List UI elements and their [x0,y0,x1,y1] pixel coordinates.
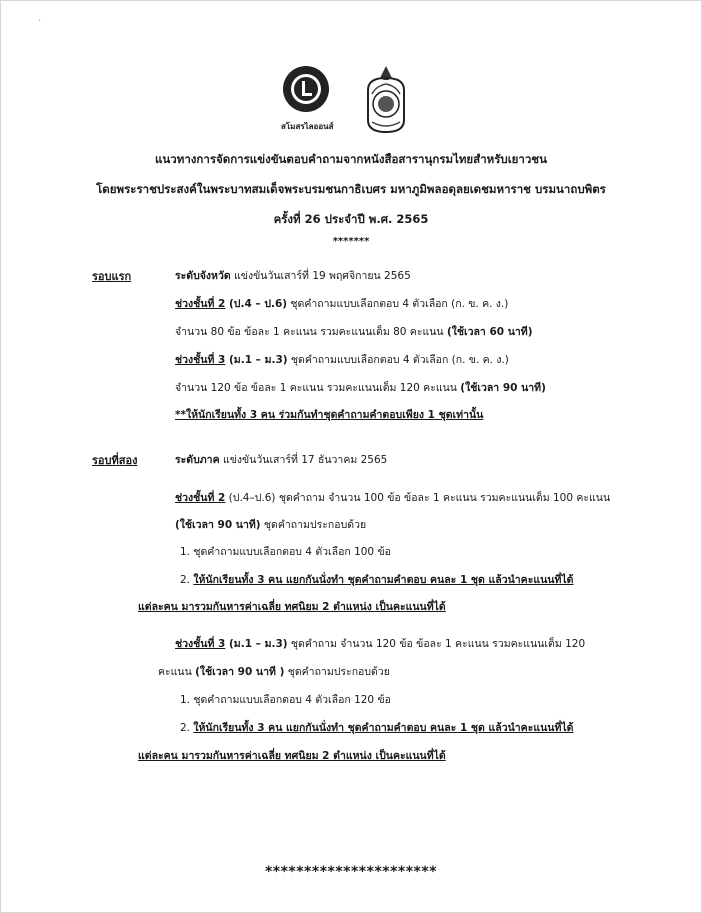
round1-label: รอบแรก [92,270,132,283]
round2-stage2-title: ช่วงชั้นที่ 2 [175,492,226,504]
header-logos [0,64,702,144]
round1-stage2-line [175,295,508,312]
round2-stage2-compose: ชุดคำถามประกอบด้วย [260,519,367,531]
round2-stage3-title: ช่วงชั้นที่ 3 [175,638,226,650]
round1-stage2-title: ช่วงชั้นที่ 2 [175,298,226,310]
scan-speck: · [38,16,42,27]
round2-stage3-item2-b: แต่ละคน มารวมกันหารค่าเฉลี่ย ทศนิยม 2 ตำแหน่ง เป็นคะแนนที่ได้ [138,750,446,762]
round2-stage2-line [175,489,610,506]
footer-stars: ********************** [264,864,438,880]
round2-stage2-item2-a: ให้นักเรียนทั้ง 3 คน แยกกันนั่งทำ ชุดคำถามคำตอบ คนละ 1 ชุด แล้วนำคะแนนที่ได้ [193,574,574,586]
round2-stage3-time-line [158,663,390,680]
round1-stage2-count: จำนวน 80 ข้อ ข้อละ 1 คะแนน รวมคะแนนเต็ม 80 คะแนน [175,326,447,338]
round1-stage3-grades: (ม.1 – ม.3) [225,354,288,366]
round1-level-line [175,267,411,284]
round2-stage2-time: (ใช้เวลา 90 นาที) [175,519,261,531]
title-line-3: ครั้งที่ 26 ประจำปี พ.ศ. 2565 [273,212,429,226]
round2-stage2-item2-line [180,571,574,588]
round2-stage3-item1: 1. ชุดคำถามแบบเลือกตอบ 4 ตัวเลือก 120 ข้อ [180,694,391,706]
round1-stage3-count-line [175,379,546,396]
round1-stage3-line [175,351,509,368]
round2-stage3-grades: (ม.1 – ม.3) [225,638,288,650]
title-line-2: โดยพระราชประสงค์ในพระบาทสมเด็จพระบรมชนกาธิเบศร มหาภูมิพลอดุลยเดชมหาราช บรมนาถบพิตร [96,182,606,196]
round2-label: รอบที่สอง [92,454,138,467]
round2-stage2-item1: 1. ชุดคำถามแบบเลือกตอบ 4 ตัวเลือก 100 ข้อ [180,546,391,558]
round2-stage3-compose: ชุดคำถามประกอบด้วย [284,666,390,678]
round2-stage3-time: (ใช้เวลา 90 นาที ) [195,666,285,678]
round2-date: แข่งขันวันเสาร์ที่ 17 ธันวาคม 2565 [219,454,388,466]
lions-caption: สโมสรไลออนส์ [281,122,334,131]
round1-stage2-time: (ใช้เวลา 60 นาที) [446,326,533,338]
round1-level: ระดับจังหวัด [175,270,231,282]
round1-date: แข่งขันวันเสาร์ที่ 19 พฤศจิกายน 2565 [230,270,411,282]
title-stars: ******* [332,236,370,247]
round2-stage2-item2-num: 2. [180,574,194,586]
round1-stage3-desc: ชุดคำถามแบบเลือกตอบ 4 ตัวเลือก (ก. ข. ค. ง.) [287,354,509,366]
round2-stage3-line [175,635,585,652]
round1-stage2-desc: ชุดคำถามแบบเลือกตอบ 4 ตัวเลือก (ก. ข. ค. ง.) [287,298,509,310]
round2-level: ระดับภาค [175,454,220,466]
round2-stage3-item2-num: 2. [180,722,194,734]
round1-note: **ให้นักเรียนทั้ง 3 คน ร่วมกันทำชุดคำถามคำตอบเพียง 1 ชุดเท่านั้น [175,409,484,421]
round2-stage3-desc: ชุดคำถาม จำนวน 120 ข้อ ข้อละ 1 คะแนน รวมคะแนนเต็ม 120 [287,638,586,650]
round2-stage3-score: คะแนน [158,666,196,678]
royal-seal-icon [362,64,410,134]
royal-seal-logo [362,64,410,138]
round2-level-line [175,451,387,468]
round1-stage2-grades: (ป.4 – ป.6) [225,298,288,310]
round2-stage2-time-line [175,516,366,533]
title-line-1: แนวทางการจัดการแข่งขันตอบคำถามจากหนังสือสารานุกรมไทยสำหรับเยาวชน [155,152,547,166]
round2-stage2-item2-b: แต่ละคน มารวมกันหารค่าเฉลี่ย ทศนิยม 2 ตำแหน่ง เป็นคะแนนที่ได้ [138,601,446,613]
round1-stage3-count: จำนวน 120 ข้อ ข้อละ 1 คะแนน รวมคะแนนเต็ม 120 คะแนน [175,382,461,394]
lions-club-logo [281,64,334,133]
lions-emblem-icon [281,64,331,114]
round1-stage3-title: ช่วงชั้นที่ 3 [175,354,226,366]
round2-stage2-desc: (ป.4–ป.6) ชุดคำถาม จำนวน 100 ข้อ ข้อละ 1 คะแนน รวมคะแนนเต็ม 100 คะแนน [225,492,611,504]
round1-stage3-time: (ใช้เวลา 90 นาที) [460,382,546,394]
round1-stage2-count-line [175,323,533,340]
round2-stage3-item2-a: ให้นักเรียนทั้ง 3 คน แยกกันนั่งทำ ชุดคำถามคำตอบ คนละ 1 ชุด แล้วนำคะแนนที่ได้ [193,722,574,734]
round2-stage3-item2-line [180,719,574,736]
